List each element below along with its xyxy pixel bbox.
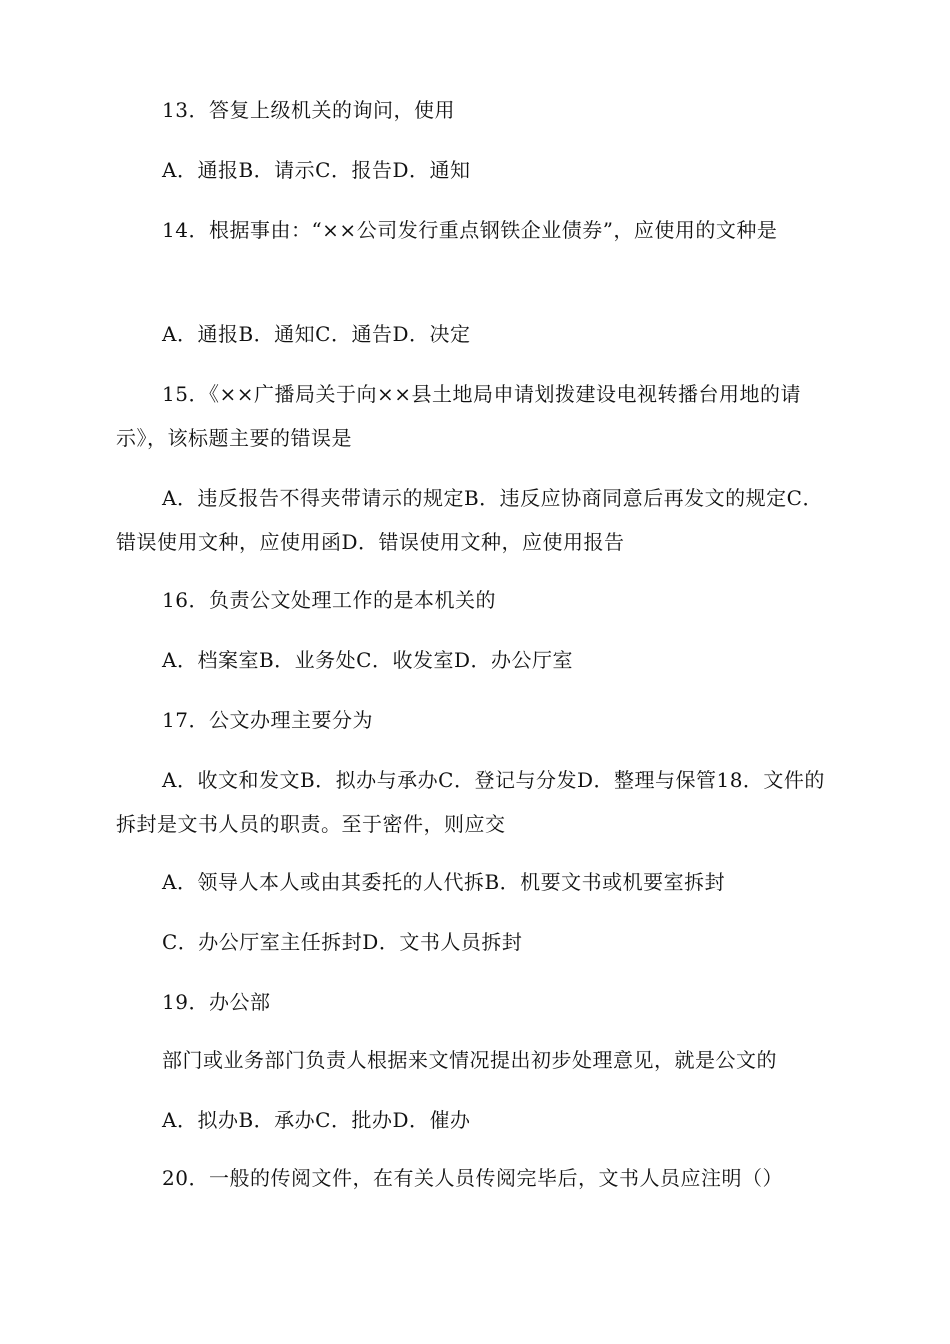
question-13: 13．答复上级机关的询问，使用: [162, 98, 455, 122]
question-17: 17．公文办理主要分为: [162, 708, 373, 732]
question-14: 14．根据事由：“××公司发行重点钢铁企业债券”，应使用的文种是: [162, 218, 778, 242]
question-18-options-c-d: C．办公厅室主任拆封D．文书人员拆封: [162, 930, 523, 954]
question-14-options: A．通报B．通知C．通告D．决定: [162, 322, 471, 346]
question-18-options-a-b: A．领导人本人或由其委托的人代拆B．机要文书或机要室拆封: [162, 870, 726, 894]
question-20: 20．一般的传阅文件，在有关人员传阅完毕后，文书人员应注明（）: [162, 1166, 783, 1190]
question-19-continued: 部门或业务部门负责人根据来文情况提出初步处理意见，就是公文的: [162, 1048, 777, 1072]
question-16: 16．负责公文处理工作的是本机关的: [162, 588, 496, 612]
question-17-options-and-18: A．收文和发文B．拟办与承办C．登记与分发D．整理与保管18．文件的拆封是文书人员的职责。至于密件，则应交: [116, 768, 825, 836]
question-13-options: A．通报B．请示C．报告D．通知: [162, 158, 471, 182]
question-16-options: A．档案室B．业务处C．收发室D．办公厅室: [162, 648, 573, 672]
question-15: 15．《××广播局关于向××县土地局申请划拨建设电视转播台用地的请示》，该标题主要的错误是: [116, 382, 801, 450]
question-19: 19．办公部: [162, 990, 271, 1014]
question-19-options: A．拟办B．承办C．批办D．催办: [162, 1108, 471, 1132]
question-15-options: A．违反报告不得夹带请示的规定B．违反应协商同意后再发文的规定C．错误使用文种，应使用函D．错误使用文种，应使用报告: [116, 486, 823, 554]
